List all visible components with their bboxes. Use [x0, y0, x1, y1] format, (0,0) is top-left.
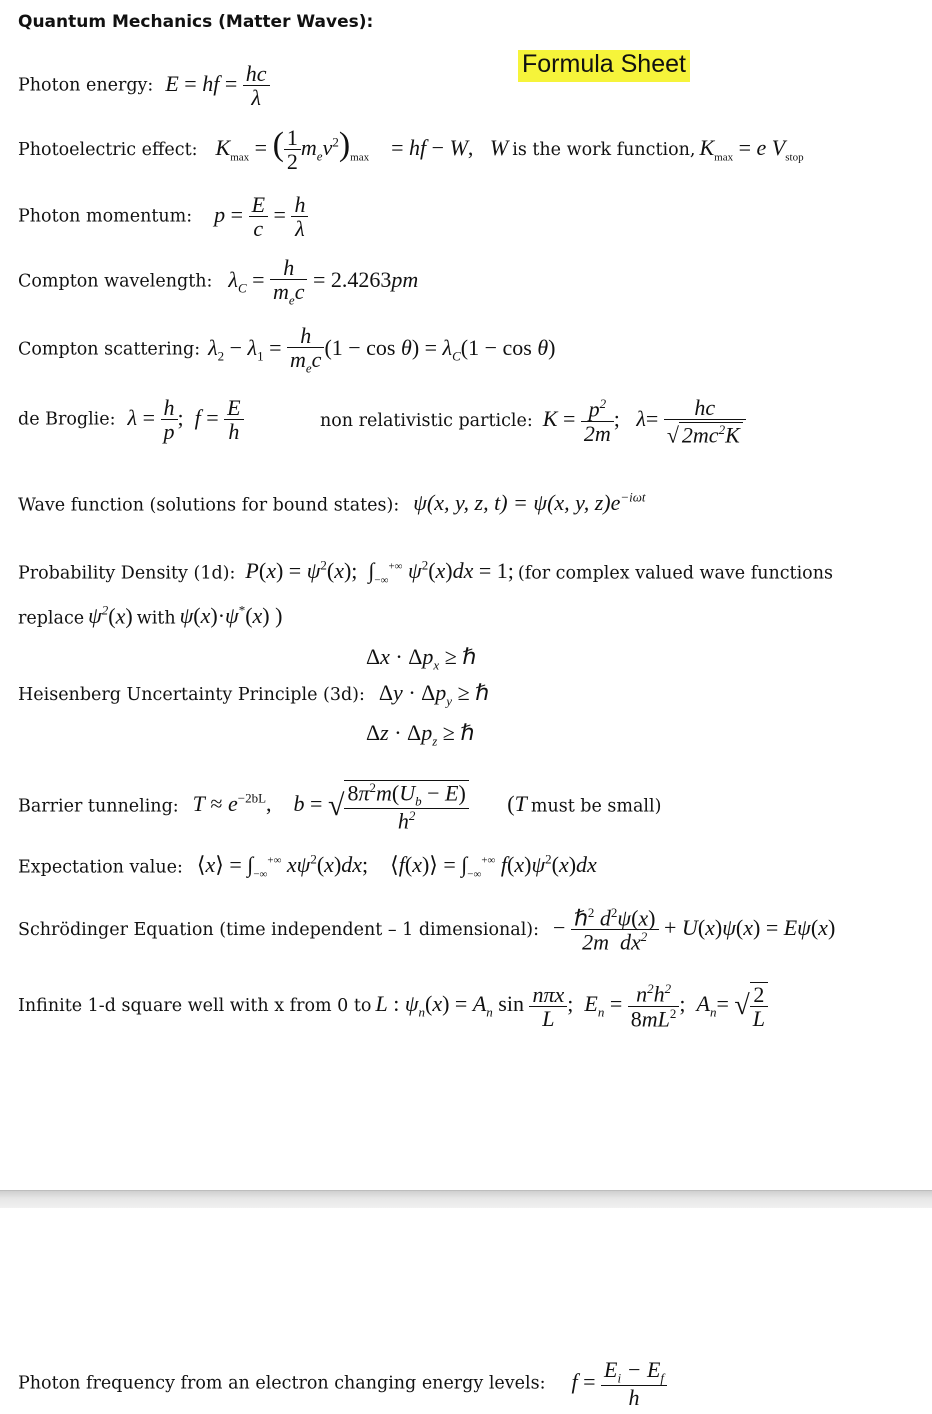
well-row: Infinite 1-d square well with x from 0 to L : $\psi_n(x) = A_n$ sin $\frac{\text{nπx}}{L}$ ; $E_n$ = $\frac{n^2h^2}{8mL^2}$ ; $A_n=$ √ $\frac{2}{L}$ [18, 982, 768, 1030]
compton-unit: pm [391, 266, 419, 292]
de-broglie-row: de Broglie: λ = $\frac{h}{p}$ ; f = $\frac{E}{h}$ [18, 396, 244, 443]
compton-wavelength-row: Compton wavelength: $\lambda_C$ = $\frac{h}{m_ec}$ = 2.4263pm [18, 255, 419, 308]
compton-scattering-label: Compton scattering: [18, 339, 201, 360]
photon-energy-label: Photon energy: [18, 75, 154, 96]
heisenberg-row: Heisenberg Uncertainty Principle (3d): $\Delta y \cdot \Delta p_y$ ≥ ℏ [18, 680, 490, 709]
probability-note-3: with [136, 608, 176, 629]
photon-frequency-label: Photon frequency from an electron changing energy levels: [18, 1373, 546, 1394]
nonrel-label: non relativistic particle: [320, 411, 533, 432]
compton-scattering-row: Compton scattering: $\lambda_2 - \lambda_1$ = $\frac{h}{m_ec}$ $(1 - \cos \theta) = \lambda_C(1 - \cos \theta)$ [18, 323, 556, 376]
heisenberg-x: $\Delta x \cdot \Delta p_x$ ≥ ℏ [366, 644, 477, 673]
expectation-row: Expectation value: ⟨x⟩ = $\int_{-\infty}^{+\infty}$ $x\psi^2(x)dx$; ⟨f(x)⟩ = $\int_{-\infty}^{+\infty}$ $f(x)\psi^2(x)dx$ [18, 852, 597, 881]
compton-wavelength-label: Compton wavelength: [18, 271, 213, 292]
photon-momentum-label: Photon momentum: [18, 206, 193, 227]
page-separator [0, 1190, 932, 1209]
expectation-label: Expectation value: [18, 857, 183, 878]
formula-sheet-page-2 [0, 1208, 932, 1414]
probability-label: Probability Density (1d): [18, 563, 236, 584]
work-function-text: is the work function, [512, 140, 696, 160]
photon-frequency-row: Photon frequency from an electron changing energy levels: f = $\frac{E_i - E_f}{h}$ [18, 1358, 667, 1409]
schrodinger-label: Schrödinger Equation (time independent – 1 dimensional): [18, 919, 540, 940]
probability-row-2: replace $\psi^2(x)$ with ψ(x)·ψ*(x) ) [18, 603, 283, 629]
probability-note-1: (for complex valued wave functions [517, 563, 833, 584]
wave-function-row: Wave function (solutions for bound states): ψ(x, y, z, t) = ψ(x, y, $z)e^{-i\omega t}$ [18, 490, 646, 516]
section-title: Quantum Mechanics (Matter Waves): [18, 12, 374, 32]
must-small-text: must be small) [530, 796, 662, 817]
probability-row: Probability Density (1d): $P(x) = \psi^2(x)$; $\int_{-\infty}^{+\infty}$ $\psi^2(x)dx = 1$; (for complex valued wave functions [18, 558, 833, 587]
de-broglie-label: de Broglie: [18, 409, 116, 430]
photoelectric-label: Photoelectric effect: [18, 140, 198, 160]
well-label: Infinite 1-d square well with x from 0 to [18, 996, 372, 1017]
photon-momentum-row: Photon momentum: p = $\frac{E}{c}$ = $\frac{h}{\lambda}$ [18, 193, 308, 240]
compton-value: = 2.4263 [312, 266, 392, 292]
probability-note-2: replace [18, 608, 85, 629]
wave-function-label: Wave function (solutions for bound states): [18, 495, 400, 516]
formula-sheet-badge: Formula Sheet [518, 50, 690, 82]
photoelectric-row: Photoelectric effect: $K_{max}$ = ( $\frac{1}{2}$ $m_ev^2)_{max}$ = hf − W, W is the work function, $K_{max} = e$ $V_{stop}$ [18, 125, 804, 175]
schrodinger-row: Schrödinger Equation (time independent – 1 dimensional): − $\frac{\hbar^2 d^2\psi(x)}{2m dx^2}$ + U(x)ψ(x) = Eψ(x) [18, 905, 836, 955]
barrier-row: Barrier tunneling: $T \approx e^{-2bL}$, b = √ $\frac{8\pi^2m(U_b - E)}{h^2}$ (T must be small) [18, 780, 662, 834]
heisenberg-z: $\Delta z \cdot \Delta p_z$ ≥ ℏ [366, 720, 475, 749]
photon-energy-row: Photon energy: E = hf = $\frac{hc}{\lambda}$ [18, 62, 270, 109]
barrier-label: Barrier tunneling: [18, 796, 179, 817]
nonrel-row: non relativistic particle: K = $\frac{p^2}{2m}$ ; λ= $\frac{hc}{√ 2mc^2K}$ [320, 396, 746, 446]
heisenberg-label: Heisenberg Uncertainty Principle (3d): [18, 685, 365, 705]
